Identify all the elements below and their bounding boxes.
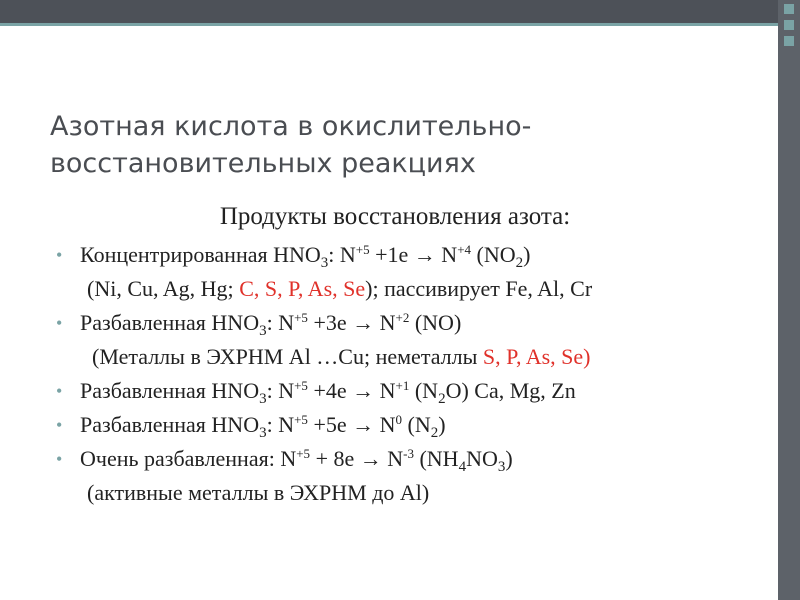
bullet-icon: • [56,449,63,469]
list-item-text: (Ni, Cu, Ag, Hg; C, S, P, As, Se); пассивирует Fe, Al, Cr [87,276,593,301]
header-accent-line [0,23,778,26]
list-item-text: Разбавленная $HNO_3$: $N^{+5} +5e \to N^0$ $(N_2)$ [80,412,446,441]
bullet-icon: • [56,381,63,401]
list-item [56,374,760,408]
reaction-list [56,238,760,510]
list-item [56,408,760,442]
list-item-text: Разбавленная $HNO_3$: $N^{+5} +4e \to N^{+1}$ $(N_2O)$ Ca, Mg, Zn [80,378,576,407]
list-item-continuation [60,340,760,374]
bullet-icon: • [56,415,63,435]
list-item [56,306,760,340]
list-item [56,238,760,272]
right-sidebar [778,0,800,600]
slide-title-line1: Азотная кислота в окислительно- [50,111,532,142]
slide-subtitle: Продукты восстановления азота: [219,203,571,230]
decor-square [784,4,794,14]
list-item-continuation [60,476,760,510]
slide-title-line2: восстановительных реакциях [50,148,476,179]
list-item-text: Очень разбавленная: $N^{+5} + 8e \to N^{-3}$ $(NH_4NO_3)$ [80,446,513,475]
list-item-continuation [60,272,760,306]
decor-square [784,20,794,30]
bullet-icon: • [56,313,63,333]
list-item [56,442,760,476]
bullet-icon: • [56,245,63,265]
slide-title [50,108,750,182]
list-item-text: (активные металлы в ЭХРНМ до Al) [87,480,430,505]
decor-square [784,36,794,46]
list-item-text: Разбавленная $HNO_3$: $N^{+5} +3e \to N^{+2}$ (NO) [80,310,462,339]
list-item-text: Концентрированная $HNO_3$: $N^{+5} +1e \to N^{+4}$ $(NO_2)$ [80,242,531,271]
list-item-text: (Металлы в ЭХРНМ Al …Cu; неметаллы S, P, As, Se) [92,344,591,369]
header-bar [0,0,778,26]
